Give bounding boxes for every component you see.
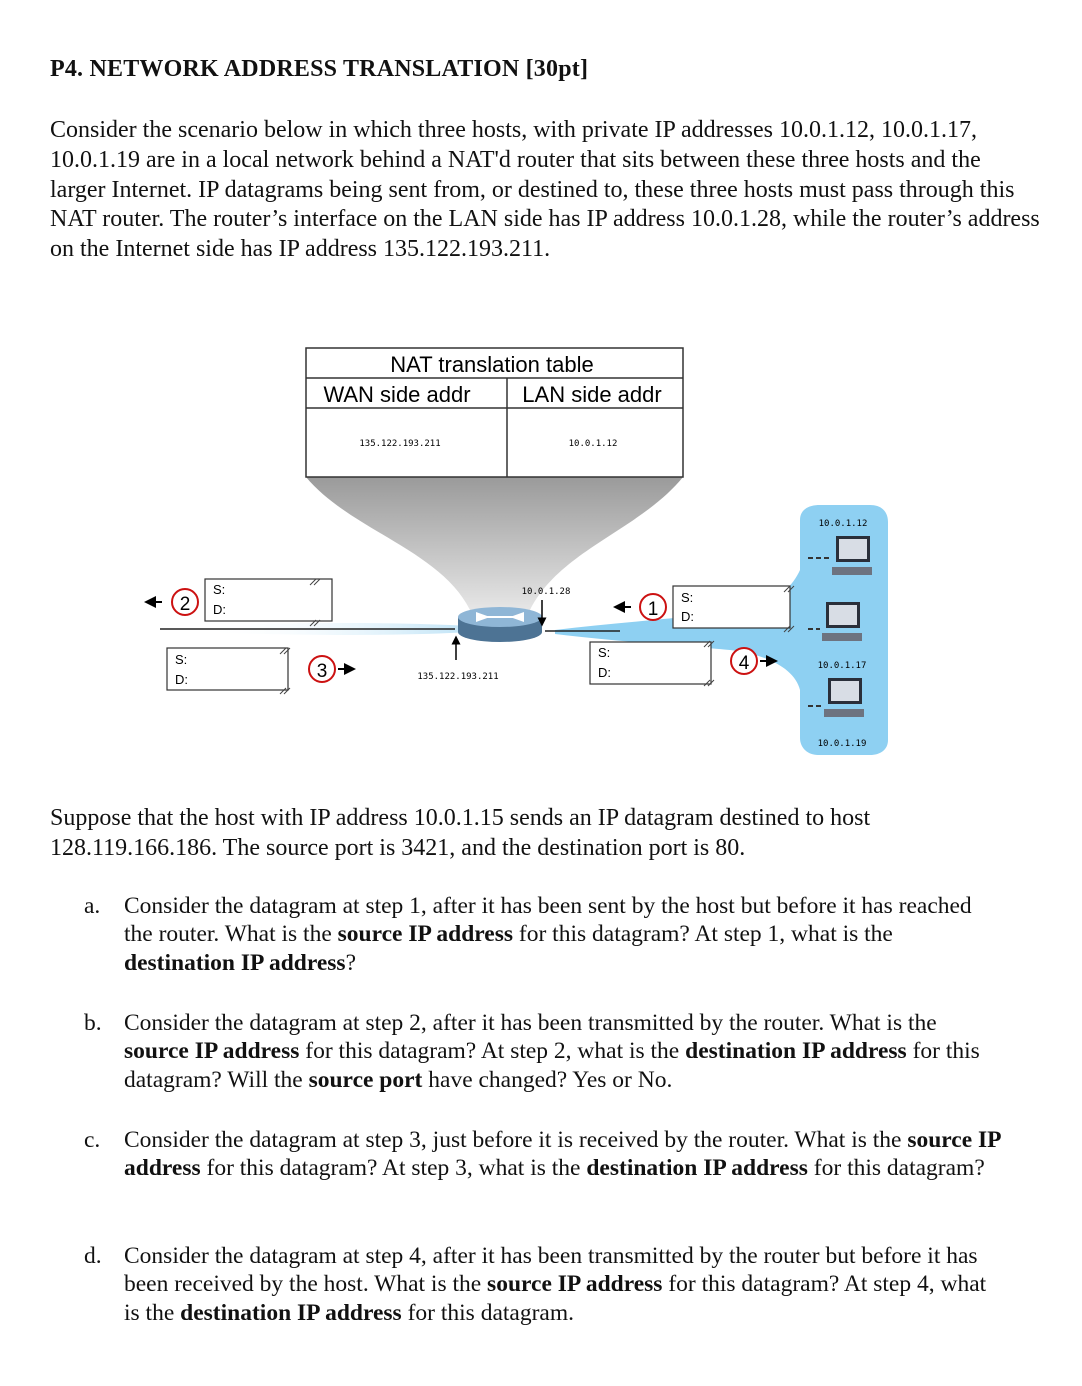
step2-source-label: S: (213, 582, 226, 597)
table-funnel (306, 477, 683, 610)
step4-badge: 4 (738, 653, 750, 674)
nat-table (306, 348, 683, 477)
host3-ip: 10.0.1.19 (817, 739, 867, 749)
nat-diagram (0, 330, 1082, 790)
wan-column-header: WAN side addr (323, 382, 471, 407)
packet-step4 (590, 642, 772, 684)
question-c-text: Consider the datagram at step 3, just before it is received by the router. What is the source IP address for this datagram? At step 3, what is the destination IP address for this datagram? (124, 1127, 1001, 1182)
intro-paragraph: Consider the scenario below in which three hosts, with private IP addresses 10.0.1.12, 10.0.1.17, 10.0.1.19 are in a local network behind a NAT'd router that sits between these three hosts and the larger Internet. IP datagrams being sent from, or destined to, these three hosts must pass through this NAT router. The router’s interface on the LAN side has IP address 10.0.1.28, while the router’s address on the Internet side has IP address 135.122.193.211. (50, 117, 1040, 263)
nat-table-title: NAT translation table (390, 352, 594, 377)
step4-dest-label: D: (598, 665, 611, 680)
problem-heading: P4. NETWORK ADDRESS TRANSLATION [30pt] (50, 56, 589, 82)
step3-dest-label: D: (175, 672, 188, 687)
step2-dest-label: D: (213, 602, 226, 617)
question-b-letter: b. (84, 1010, 102, 1036)
nat-router (458, 607, 542, 642)
step1-badge: 1 (647, 599, 659, 620)
question-a-text: Consider the datagram at step 1, after it has been sent by the host but before it has reached the router. What is the source IP address for this datagram? At step 1, what is the destination IP address? (124, 893, 972, 976)
router-wan-ip: 135.122.193.211 (417, 672, 499, 682)
scenario-paragraph: Suppose that the host with IP address 10.0.1.15 sends an IP datagram destined to host 128.119.166.186. The source port is 3421, and the destination port is 80. (50, 805, 871, 861)
step1-dest-label: D: (681, 609, 694, 624)
step3-badge: 3 (316, 661, 328, 682)
question-d-letter: d. (84, 1243, 102, 1269)
step4-source-label: S: (598, 645, 611, 660)
question-d-text: Consider the datagram at step 4, after it has been transmitted by the router but before it has been received by the host. What is the source IP address for this datagram? At step 4, what is the destination IP address for this datagram. (124, 1243, 987, 1326)
question-a-letter: a. (84, 893, 101, 919)
packet-step3 (167, 648, 350, 690)
lan-column-header: LAN side addr (522, 382, 662, 407)
host1-ip: 10.0.1.12 (818, 519, 868, 529)
question-b-text: Consider the datagram at step 2, after it has been transmitted by the router. What is the source IP address for this datagram? At step 2, what is the destination IP address for this datagram? Will the source port have changed? Yes or No. (124, 1010, 980, 1093)
router-lan-ip: 10.0.1.28 (521, 587, 571, 597)
host2-ip: 10.0.1.17 (817, 661, 867, 671)
question-c-letter: c. (84, 1127, 101, 1153)
step3-source-label: S: (175, 652, 188, 667)
wan-entry: 135.122.193.211 (359, 439, 441, 449)
lan-entry: 10.0.1.12 (568, 439, 618, 449)
step2-badge: 2 (179, 594, 191, 615)
packet-step2 (150, 579, 332, 621)
step1-source-label: S: (681, 590, 694, 605)
